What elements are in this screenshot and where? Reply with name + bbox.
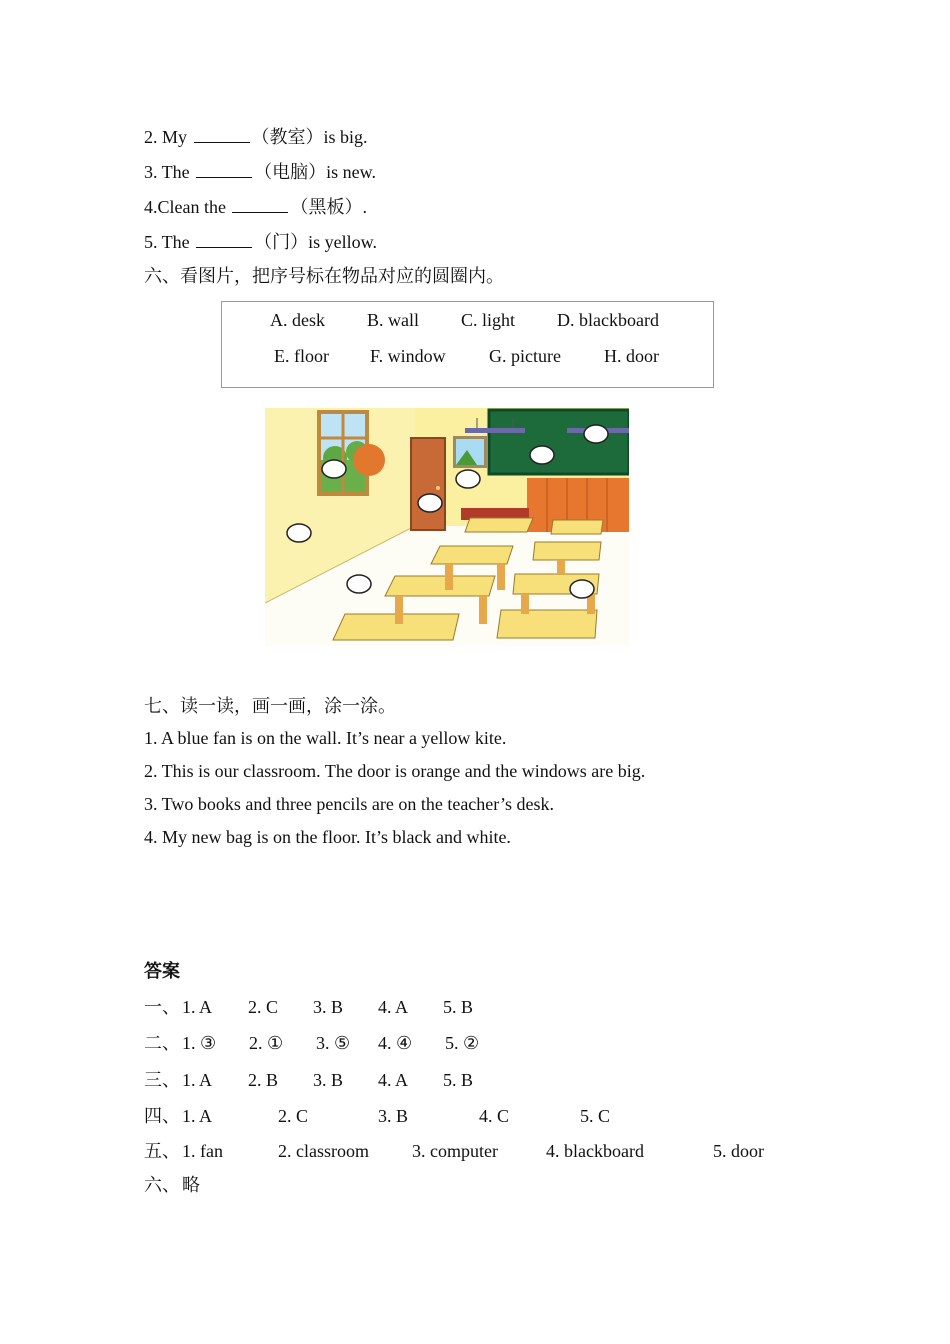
answer-cell: 2. C [278, 1106, 309, 1126]
option-e: E. floor [274, 346, 329, 366]
answer-circle[interactable] [530, 446, 554, 464]
item-hint: （黑板）. [290, 197, 367, 217]
answer-cell: 3. B [313, 1070, 344, 1090]
fill-item-5 [144, 231, 377, 253]
answer-row-prefix: 四、 [144, 1106, 180, 1126]
fill-item-2 [144, 126, 368, 148]
answer-circle[interactable] [570, 580, 594, 598]
item-text: 3. The [144, 162, 195, 182]
fill-item-3 [144, 161, 376, 183]
answer-cell: 3. B [313, 997, 344, 1017]
answer-cell: 4. blackboard [546, 1141, 644, 1161]
answer-cell: 2. B [248, 1070, 279, 1090]
classroom-picture [265, 408, 629, 646]
answer-circle[interactable] [456, 470, 480, 488]
answer-row-prefix: 三、 [144, 1070, 180, 1090]
answer-circle[interactable] [322, 460, 346, 478]
mascot-face [353, 444, 385, 476]
option-h: H. door [604, 346, 659, 366]
item-text: 4.Clean the [144, 197, 231, 217]
option-a: A. desk [270, 310, 325, 330]
answer-row-prefix: 二、 [144, 1033, 180, 1053]
answer-cell: 3. computer [412, 1141, 498, 1161]
section-6-title: 六、看图片，把序号标在物品对应的圆圈内。 [144, 266, 504, 286]
section-7-item-1: 1. A blue fan is on the wall. It’s near a yellow kite. [144, 728, 507, 748]
item-hint: （教室）is big. [251, 127, 368, 147]
answer-cell: 2. ① [249, 1033, 284, 1053]
answer-cell: 5. ② [445, 1033, 480, 1053]
answers-title: 答案 [144, 961, 180, 981]
item-hint: （电脑）is new. [254, 162, 376, 182]
answer-cell: 1. A [182, 997, 213, 1017]
item-text: 2. My [144, 127, 192, 147]
answer-cell: 4. ④ [378, 1033, 413, 1053]
answer-blank[interactable] [196, 233, 252, 248]
answer-cell: 5. B [443, 1070, 474, 1090]
section-7-item-2: 2. This is our classroom. The door is orange and the windows are big. [144, 761, 646, 781]
answer-row-prefix: 一、 [144, 997, 180, 1017]
answer-cell: 4. A [378, 997, 409, 1017]
answer-cell: 4. C [479, 1106, 510, 1126]
section-7-title: 七、读一读，画一画，涂一涂。 [144, 696, 396, 716]
options-box [221, 301, 714, 388]
blackboard-illustration [489, 410, 629, 474]
answer-cell: 5. door [713, 1141, 764, 1161]
fill-item-4 [144, 196, 367, 218]
answer-cell: 1. fan [182, 1141, 223, 1161]
answer-cell: 1. ③ [182, 1033, 217, 1053]
answer-blank[interactable] [196, 163, 252, 178]
answer-circle[interactable] [418, 494, 442, 512]
answer-cell: 3. B [378, 1106, 409, 1126]
answer-cell: 1. A [182, 1106, 213, 1126]
answer-circle[interactable] [287, 524, 311, 542]
section-7-item-4: 4. My new bag is on the floor. It’s black and white. [144, 827, 511, 847]
answer-cell: 2. classroom [278, 1141, 369, 1161]
answer-cell: 5. B [443, 997, 474, 1017]
item-text: 5. The [144, 232, 195, 252]
option-c: C. light [461, 310, 516, 330]
answer-blank[interactable] [232, 198, 288, 213]
option-f: F. window [370, 346, 446, 366]
answer-cell: 5. C [580, 1106, 611, 1126]
item-hint: （门）is yellow. [254, 232, 377, 252]
door-illustration [411, 438, 445, 530]
option-g: G. picture [489, 346, 561, 366]
answer-row-prefix: 六、 [144, 1175, 180, 1195]
answer-cell: 略 [182, 1175, 200, 1195]
answer-cell: 2. C [248, 997, 279, 1017]
option-b: B. wall [367, 310, 419, 330]
option-d: D. blackboard [557, 310, 659, 330]
answer-cell: 1. A [182, 1070, 213, 1090]
answer-circle[interactable] [347, 575, 371, 593]
answer-circle[interactable] [584, 425, 608, 443]
answer-cell: 4. A [378, 1070, 409, 1090]
section-7-item-3: 3. Two books and three pencils are on the teacher’s desk. [144, 794, 554, 814]
answer-blank[interactable] [194, 128, 250, 143]
answer-cell: 3. ⑤ [316, 1033, 351, 1053]
answer-row-prefix: 五、 [144, 1141, 180, 1161]
